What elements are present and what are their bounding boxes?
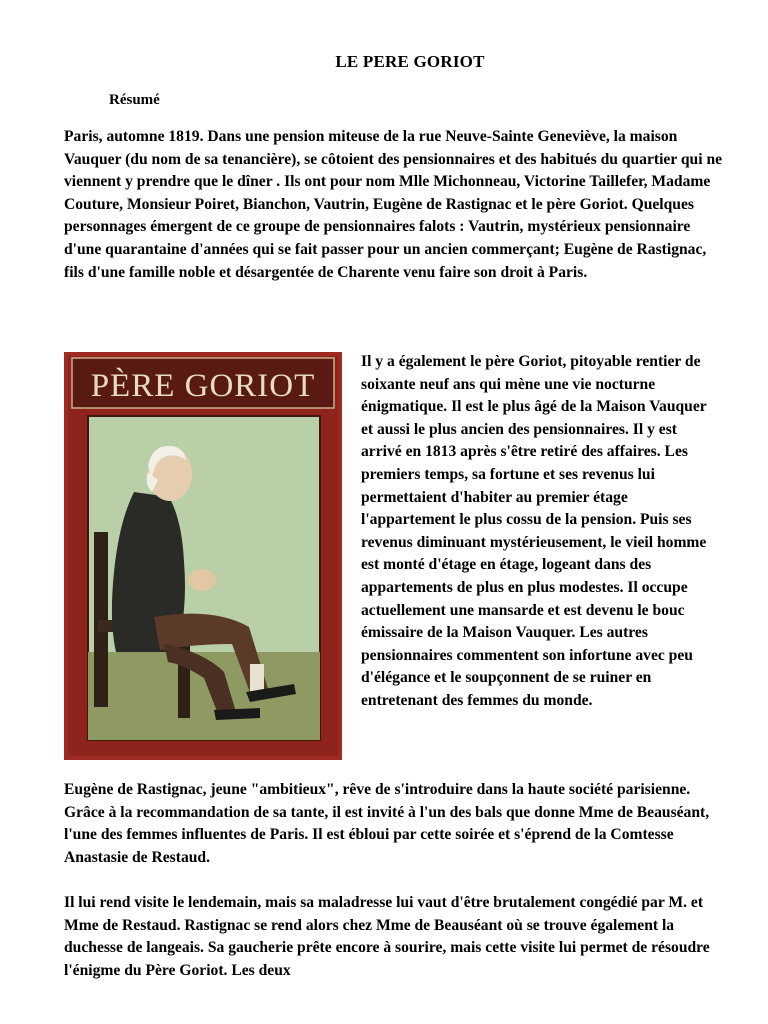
paragraph-intro: Paris, automne 1819. Dans une pension miteuse de la rue Neuve-Sainte Geneviève, la maison Vauquer (du nom de sa tenancière), se côtoient des pensionnaires et des habitués du quartier qui ne viennent y prendre que le dîner . Ils ont pour nom Mlle Michonneau, Victorine Taillefer, Madame Couture, Monsieur Poiret, Bianchon, Vautrin, Eugène de Rastignac et le père Goriot. Quelques personnages émergent de ce groupe de pensionnaires falots : Vautrin, mystérieux pensionnaire d'une quarantaine d'années qui se fait passer pour un ancien commerçant; Eugène de Rastignac, fils d'une famille noble et désargentée de Charente venu faire son droit à Paris. xyxy=(64,128,723,281)
document-title: LE PERE GORIOT xyxy=(335,52,485,71)
book-cover-illustration xyxy=(64,352,342,760)
paragraph-visit: Il lui rend visite le lendemain, mais sa maladresse lui vaut d'être brutalement congédié par M. et Mme de Restaud. Rastignac se rend alors chez Mme de Beauséant où se trouve également la duchesse de langeais. Sa gaucherie prête encore à sourire, mais cette visite lui permet de résoudre l'énigme du Père Goriot. Les deux xyxy=(64,894,710,979)
document-subtitle: Résumé xyxy=(109,92,160,108)
paragraph-rastignac: Eugène de Rastignac, jeune "ambitieux", rêve de s'introduire dans la haute société parisienne. Grâce à la recommandation de sa tante, il est invité à l'un des bals que donne Mme de Beauséant, l'une des femmes influentes de Paris. Il est ébloui par cette soirée et s'éprend de la Comtesse Anastasie de Restaud. xyxy=(64,781,710,866)
cover-title: PÈRE GORIOT xyxy=(90,368,316,404)
cover-image xyxy=(64,352,342,760)
paragraph-goriot: Il y a également le père Goriot, pitoyable rentier de soixante neuf ans qui mène une vie nocturne énigmatique. Il est le plus âgé de la Maison Vauquer et aussi le plus ancien des pensionnaires. Il y est arrivé en 1813 après s'être retiré des affaires. Les premiers temps, sa fortune et ses revenus lui permettaient d'habiter au premier étage l'appartement le plus cossu de la pension. Puis ses revenus diminuant mystérieusement, le vieil homme est monté d'étage en étage, logeant dans des appartements de plus en plus modestes. Il occupe actuellement une mansarde et est devenu le bouc émissaire de la Maison Vauquer. Les autres pensionnaires commentent son infortune avec peu d'élégance et le soupçonnent de se ruiner en entretenant des femmes du monde. xyxy=(361,353,707,709)
